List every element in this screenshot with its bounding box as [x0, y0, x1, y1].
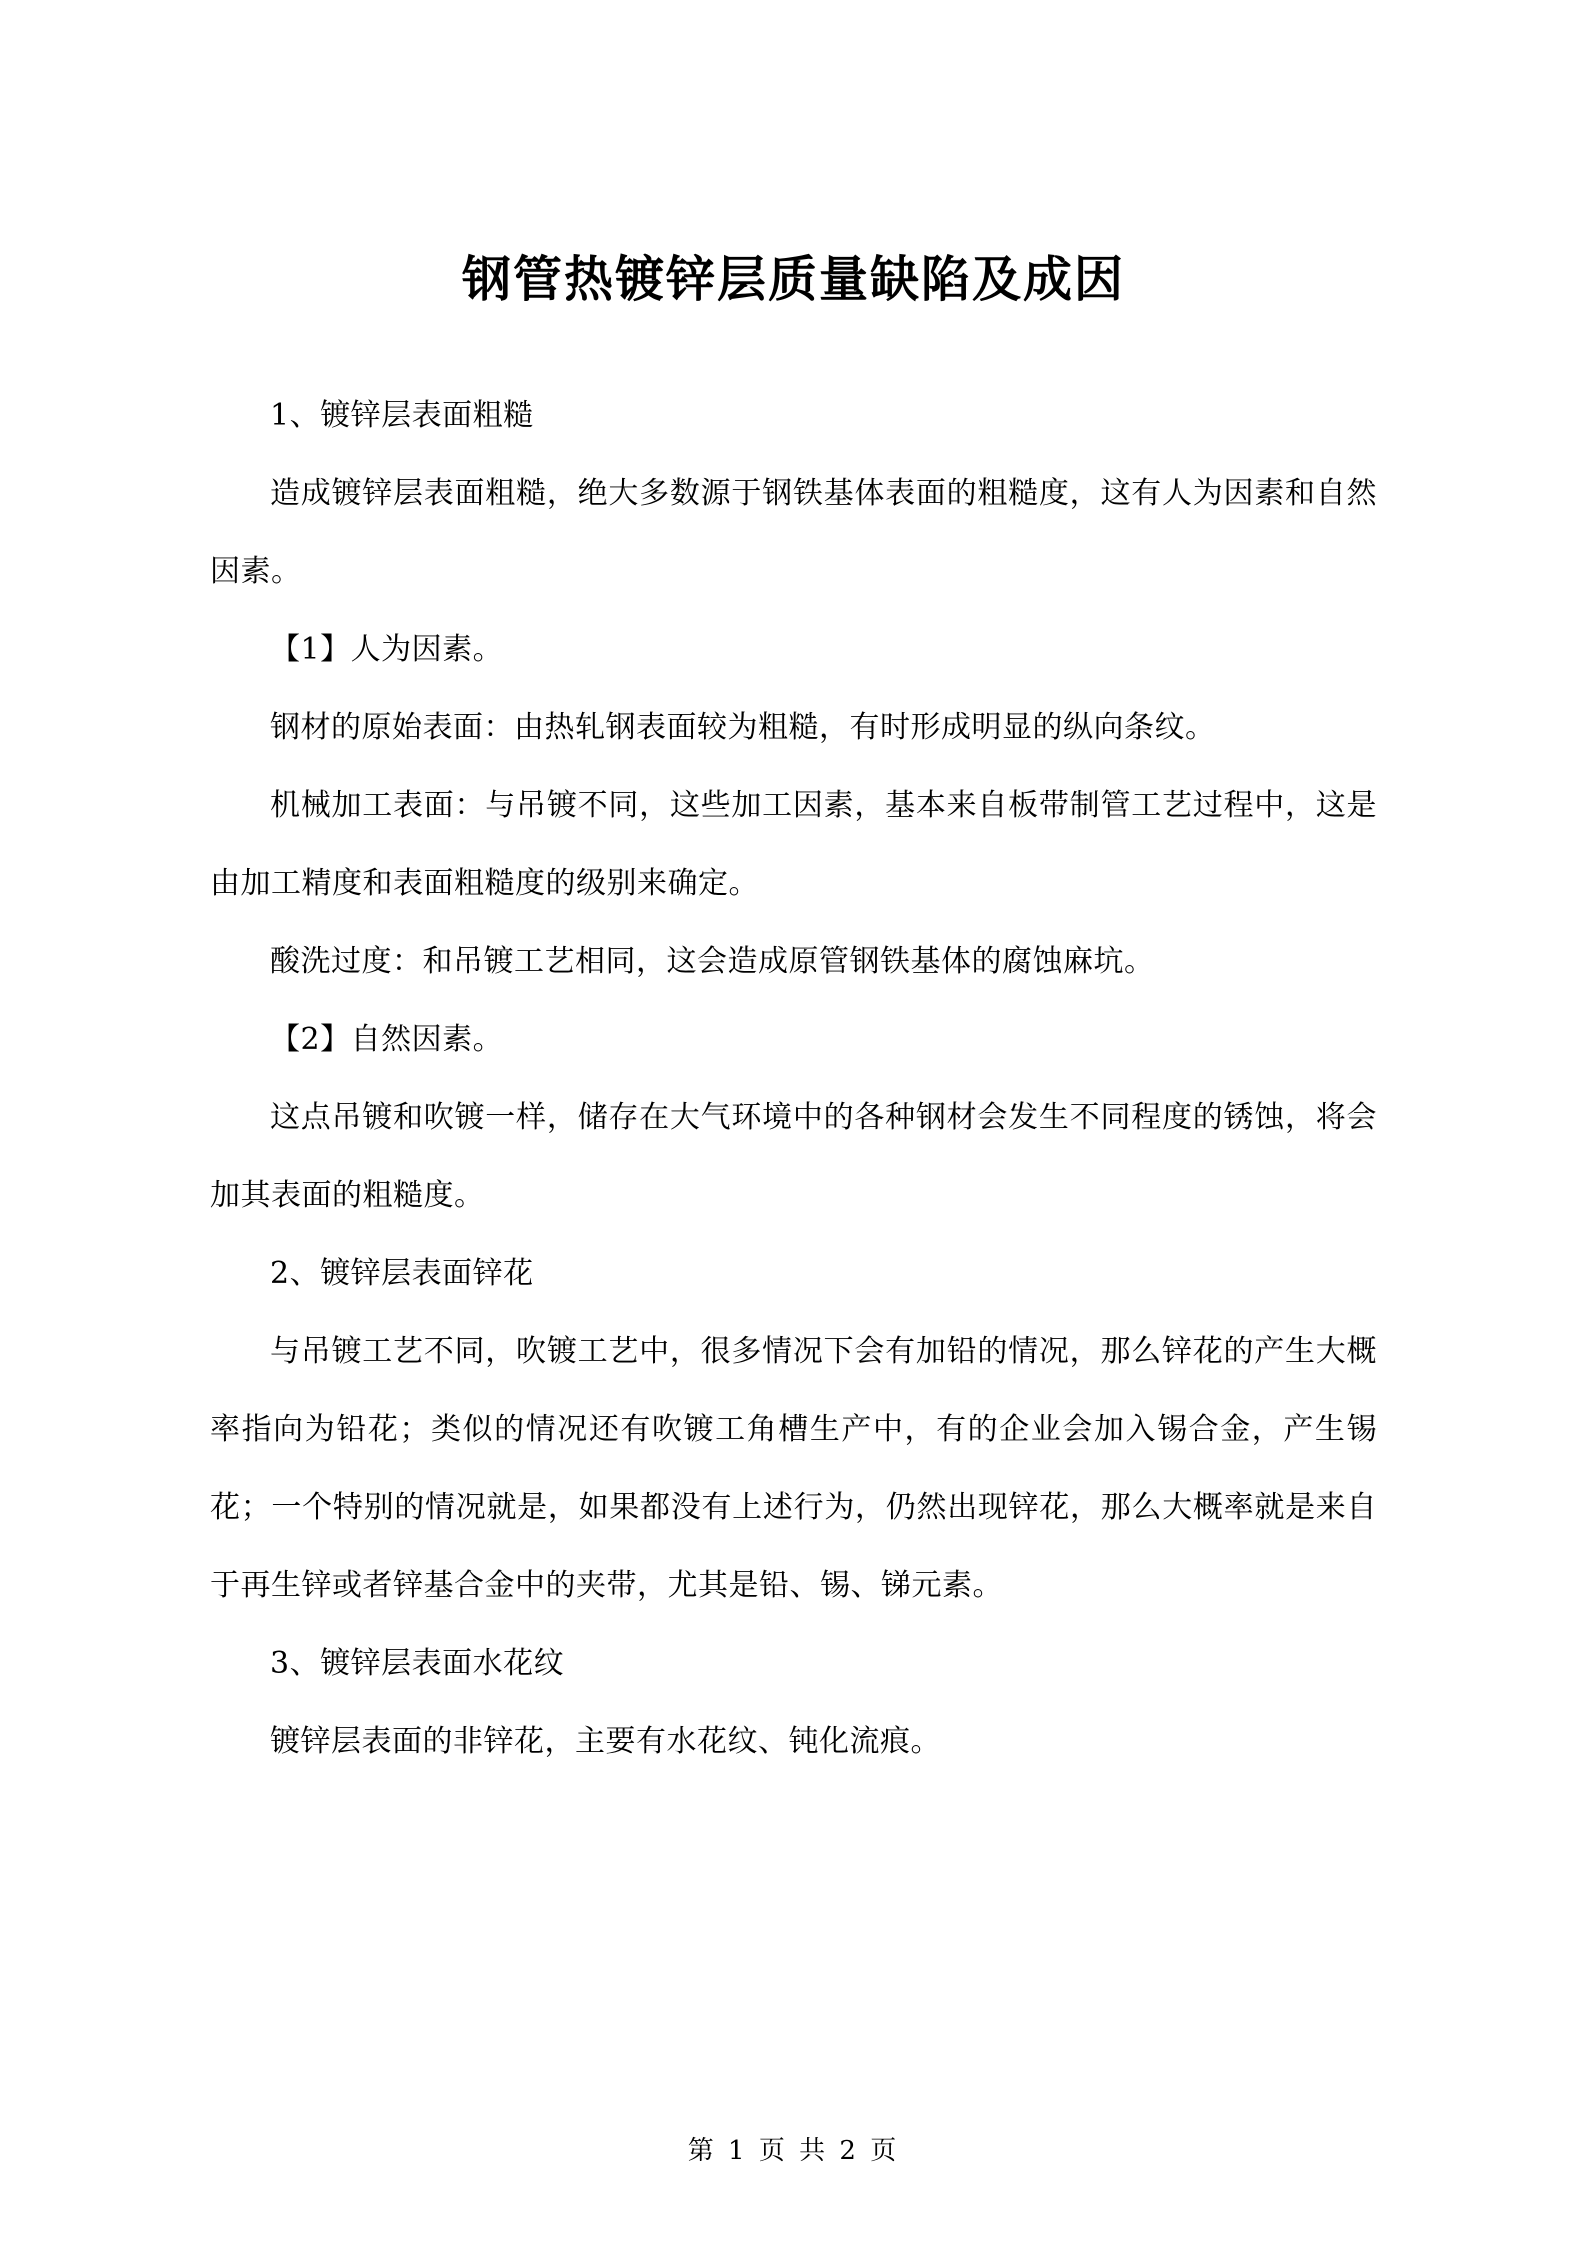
- paragraph-2: 造成镀锌层表面粗糙，绝大多数源于钢铁基体表面的粗糙度，这有人为因素和自然因素。: [210, 475, 1377, 589]
- paragraph-11: 3、镀锌层表面水花纹: [270, 1645, 565, 1681]
- page-title: 钢管热镀锌层质量缺陷及成因: [461, 250, 1125, 308]
- paragraph-5: 机械加工表面：与吊镀不同，这些加工因素，基本来自板带制管工艺过程中，这是由加工精度和表面粗糙度的级别来确定。: [210, 787, 1377, 901]
- page-footer: 第 1 页 共 2 页: [687, 2136, 900, 2166]
- paragraph-3: 【1】人为因素。: [270, 631, 504, 667]
- document-body: [210, 377, 1377, 1781]
- paragraph-7: 【2】自然因素。: [270, 1021, 504, 1057]
- paragraph-6: 酸洗过度：和吊镀工艺相同，这会造成原管钢铁基体的腐蚀麻坑。: [270, 943, 1155, 979]
- paragraph-9: 2、镀锌层表面锌花: [270, 1255, 534, 1291]
- paragraph-10: 与吊镀工艺不同，吹镀工艺中，很多情况下会有加铅的情况，那么锌花的产生大概率指向为铅花；类似的情况还有吹镀工角槽生产中，有的企业会加入锡合金，产生锡花；一个特别的情况就是，如果都没有上述行为，仍然出现锌花，那么大概率就是来自于再生锌或者锌基合金中的夹带，尤其是铅、锡、锑元素。: [210, 1333, 1377, 1603]
- paragraph-8: 这点吊镀和吹镀一样，储存在大气环境中的各种钢材会发生不同程度的锈蚀，将会加其表面的粗糙度。: [210, 1099, 1377, 1213]
- paragraph-4: 钢材的原始表面：由热轧钢表面较为粗糙，有时形成明显的纵向条纹。: [270, 709, 1216, 745]
- paragraph-1: 1、镀锌层表面粗糙: [270, 397, 534, 433]
- paragraph-12: 镀锌层表面的非锌花，主要有水花纹、钝化流痕。: [270, 1723, 941, 1759]
